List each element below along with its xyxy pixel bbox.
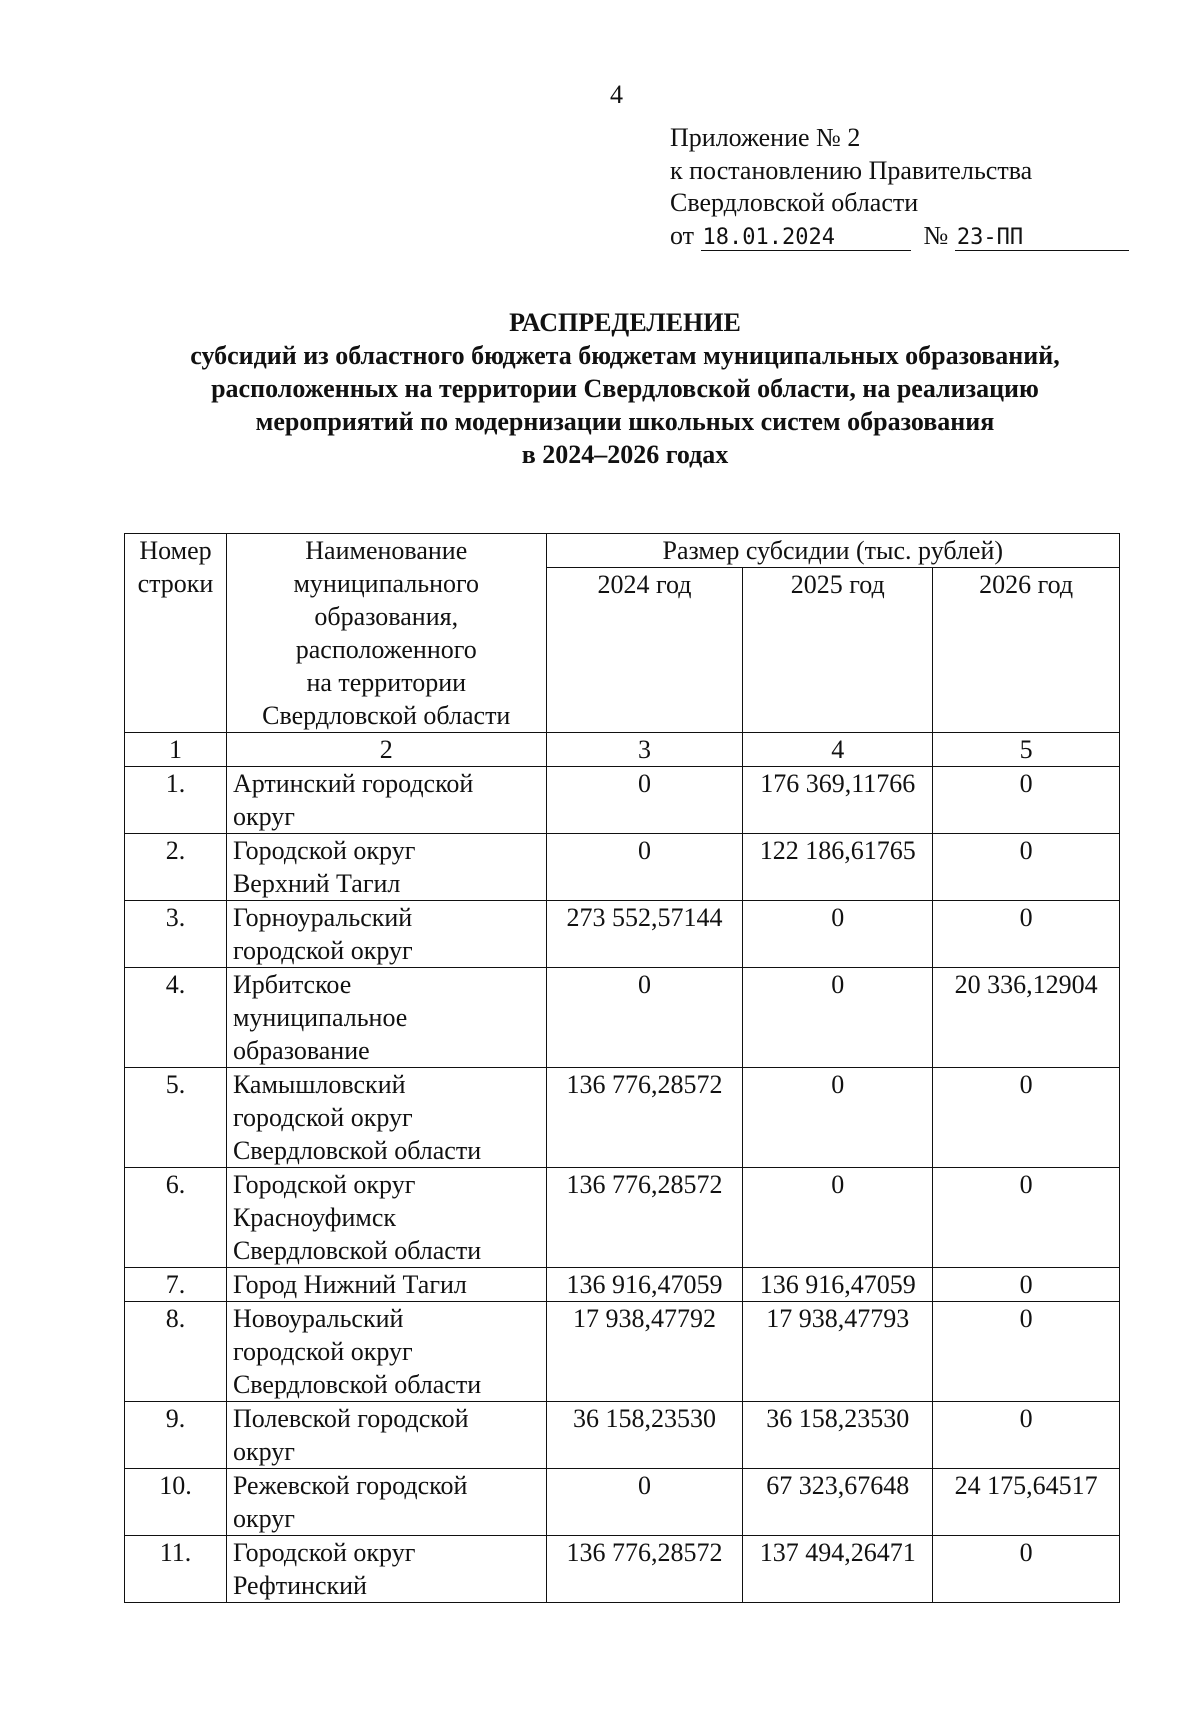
header-name-line: на территории	[306, 668, 467, 697]
municipality-name-line: Городской округ	[232, 1538, 416, 1567]
subsidy-2025: 0	[743, 1068, 933, 1168]
row-number: 8.	[125, 1302, 227, 1402]
municipality-name-line: образование	[232, 1036, 370, 1065]
document-title	[100, 306, 1150, 471]
subsidy-2024: 136 776,28572	[546, 1068, 743, 1168]
subsidy-2026: 0	[933, 901, 1120, 968]
municipality-name-line: муниципальное	[232, 1003, 408, 1032]
table-row	[125, 1402, 1120, 1469]
municipality-name-line: городской округ	[232, 1103, 413, 1132]
subsidy-2025: 176 369,11766	[743, 767, 933, 834]
municipality-name-line: Камышловский	[232, 1070, 406, 1099]
municipality-name-line: Горноуральский	[232, 903, 413, 932]
municipality-name	[226, 1469, 546, 1536]
page-number: 4	[610, 80, 623, 109]
row-number: 3.	[125, 901, 227, 968]
title-line-1: субсидий из областного бюджета бюджетам муниципальных образований,	[190, 341, 1060, 370]
municipality-name-line: Режевской городской	[232, 1471, 468, 1500]
table-row	[125, 901, 1120, 968]
municipality-name-line: Верхний Тагил	[232, 869, 401, 898]
subsidy-2025: 137 494,26471	[743, 1536, 933, 1603]
header-year-2024: 2024 год	[546, 568, 743, 733]
resolution-number: 23-ПП	[955, 226, 1129, 251]
subsidy-2025: 17 938,47793	[743, 1302, 933, 1402]
header-name-line: образования,	[314, 602, 459, 631]
subsidy-2026: 0	[933, 1536, 1120, 1603]
table-row	[125, 1469, 1120, 1536]
header-name-line: Наименование	[305, 536, 468, 565]
municipality-name-line: Городской округ	[232, 836, 416, 865]
subsidy-2024: 136 776,28572	[546, 1536, 743, 1603]
subsidy-2026: 0	[933, 1302, 1120, 1402]
subsidy-2024: 0	[546, 1469, 743, 1536]
subsidy-2026: 0	[933, 1168, 1120, 1268]
subsidy-2024: 0	[546, 767, 743, 834]
row-number: 9.	[125, 1402, 227, 1469]
subsidy-2025: 0	[743, 901, 933, 968]
column-index: 5	[933, 733, 1120, 767]
header-name-line: расположенного	[295, 635, 477, 664]
appendix-date-line	[670, 220, 1129, 253]
subsidy-2026: 0	[933, 1068, 1120, 1168]
column-index: 1	[125, 733, 227, 767]
municipality-name	[226, 767, 546, 834]
row-number: 10.	[125, 1469, 227, 1536]
municipality-name	[226, 968, 546, 1068]
table-row	[125, 834, 1120, 901]
title-line-3: мероприятий по модернизации школьных систем образования	[255, 407, 995, 436]
number-prefix: №	[923, 220, 949, 250]
header-name-line: Свердловской области	[262, 701, 511, 730]
subsidy-2025: 136 916,47059	[743, 1268, 933, 1302]
municipality-name-line: Городской округ	[232, 1170, 416, 1199]
municipality-name	[226, 1402, 546, 1469]
municipality-name-line: округ	[232, 1504, 295, 1533]
municipality-name-line: Свердловской области	[232, 1136, 482, 1165]
table-row	[125, 1302, 1120, 1402]
appendix-line-2: к постановлению Правительства	[670, 155, 1033, 185]
municipality-name-line: Артинский городской	[232, 769, 474, 798]
row-number: 2.	[125, 834, 227, 901]
municipality-name-line: Новоуральский	[232, 1304, 404, 1333]
subsidy-2025: 0	[743, 968, 933, 1068]
row-number: 7.	[125, 1268, 227, 1302]
table-row	[125, 1536, 1120, 1603]
subsidy-2025: 0	[743, 1168, 933, 1268]
subsidy-2025: 122 186,61765	[743, 834, 933, 901]
municipality-name-line: Красноуфимск	[232, 1203, 397, 1232]
date-prefix: от	[670, 220, 695, 250]
municipality-name	[226, 1168, 546, 1268]
header-year-2026: 2026 год	[933, 568, 1120, 733]
municipality-name-line: Ирбитское	[232, 970, 352, 999]
resolution-date: 18.01.2024	[701, 226, 911, 251]
municipality-name	[226, 834, 546, 901]
column-index: 4	[743, 733, 933, 767]
header-subsidy-size: Размер субсидии (тыс. рублей)	[546, 534, 1119, 568]
table-row	[125, 1168, 1120, 1268]
municipality-name-line: городской округ	[232, 936, 413, 965]
header-name-line: муниципального	[293, 569, 480, 598]
table-row	[125, 1268, 1120, 1302]
municipality-name-line: Полевской городской	[232, 1404, 469, 1433]
municipality-name-line: Свердловской области	[232, 1236, 482, 1265]
subsidy-2024: 17 938,47792	[546, 1302, 743, 1402]
table-row	[125, 1068, 1120, 1168]
row-number: 5.	[125, 1068, 227, 1168]
appendix-line-1: Приложение № 2	[670, 123, 861, 152]
subsidy-2024: 136 916,47059	[546, 1268, 743, 1302]
header-year-2025: 2025 год	[743, 568, 933, 733]
subsidy-2026: 0	[933, 1268, 1120, 1302]
header-row-number	[125, 534, 227, 733]
subsidy-2026: 20 336,12904	[933, 968, 1120, 1068]
municipality-name	[226, 1068, 546, 1168]
subsidy-2026: 24 175,64517	[933, 1469, 1120, 1536]
subsidy-table	[124, 533, 1120, 1603]
subsidy-2026: 0	[933, 834, 1120, 901]
subsidy-2024: 273 552,57144	[546, 901, 743, 968]
municipality-name	[226, 1302, 546, 1402]
municipality-name	[226, 901, 546, 968]
municipality-name-line: городской округ	[232, 1337, 413, 1366]
table-row	[125, 968, 1120, 1068]
subsidy-2024: 36 158,23530	[546, 1402, 743, 1469]
title-heading: РАСПРЕДЕЛЕНИЕ	[509, 308, 741, 337]
column-index: 3	[546, 733, 743, 767]
column-index-row	[125, 733, 1120, 767]
municipality-name-line: Свердловской области	[232, 1370, 482, 1399]
appendix-line-3: Свердловской области	[670, 188, 919, 217]
subsidy-2026: 0	[933, 1402, 1120, 1469]
header-row-number-line: строки	[137, 569, 214, 598]
subsidy-2024: 0	[546, 968, 743, 1068]
subsidy-2025: 67 323,67648	[743, 1469, 933, 1536]
row-number: 4.	[125, 968, 227, 1068]
header-row-number-line: Номер	[139, 536, 212, 565]
municipality-name-line: Рефтинский	[232, 1571, 367, 1600]
subsidy-2024: 0	[546, 834, 743, 901]
appendix-block	[670, 122, 1129, 252]
subsidy-2025: 36 158,23530	[743, 1402, 933, 1469]
municipality-name-line: Город Нижний Тагил	[232, 1270, 467, 1299]
row-number: 11.	[125, 1536, 227, 1603]
municipality-name-line: округ	[232, 1437, 295, 1466]
column-index: 2	[226, 733, 546, 767]
row-number: 1.	[125, 767, 227, 834]
title-line-2: расположенных на территории Свердловской области, на реализацию	[211, 374, 1039, 403]
municipality-name	[226, 1268, 546, 1302]
municipality-name-line: округ	[232, 802, 295, 831]
subsidy-2024: 136 776,28572	[546, 1168, 743, 1268]
subsidy-2026: 0	[933, 767, 1120, 834]
header-row-1	[125, 534, 1120, 568]
title-line-4: в 2024–2026 годах	[521, 440, 729, 469]
header-municipality-name	[226, 534, 546, 733]
row-number: 6.	[125, 1168, 227, 1268]
table-row	[125, 767, 1120, 834]
municipality-name	[226, 1536, 546, 1603]
